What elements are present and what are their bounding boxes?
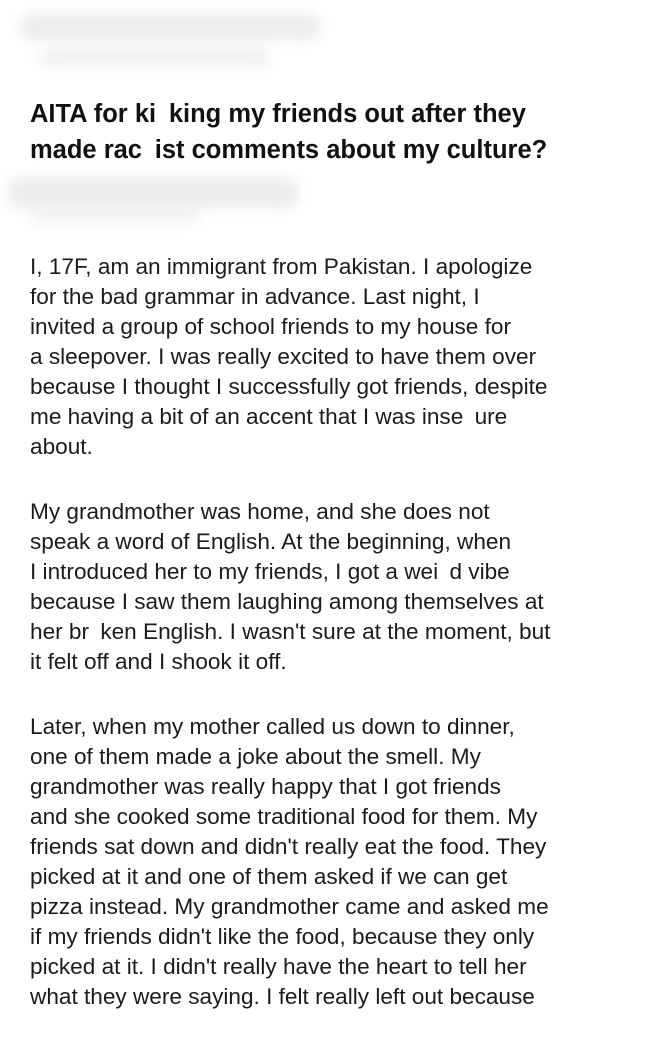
post-paragraph xyxy=(30,252,650,462)
post-title-line: AITA for ki king my friends out after they xyxy=(30,100,526,128)
post-line: I, 17F, am an immigrant from Pakistan. I apologize xyxy=(30,254,533,279)
post-line: for the bad grammar in advance. Last night, I xyxy=(30,284,480,309)
post-title-line: made rac ist comments about my culture? xyxy=(30,136,548,164)
post-line: Later, when my mother called us down to dinner, xyxy=(30,714,515,739)
post-line: because I thought I successfully got friends, despite xyxy=(30,374,548,399)
post-line: it felt off and I shook it off. xyxy=(30,649,287,674)
post-line: picked at it. I didn't really have the heart to tell her xyxy=(30,954,527,979)
post-line: I introduced her to my friends, I got a wei d vibe xyxy=(30,559,510,584)
redacted-header-subline xyxy=(40,48,270,66)
post-body xyxy=(30,252,650,1047)
post-line: one of them made a joke about the smell. My xyxy=(30,744,481,769)
post-title xyxy=(30,96,630,168)
post-paragraph xyxy=(30,712,650,1012)
post-line: me having a bit of an accent that I was inse ure xyxy=(30,404,508,429)
post-line: and she cooked some traditional food for them. My xyxy=(30,804,538,829)
redacted-byline xyxy=(8,178,298,208)
post-line: her br ken English. I wasn't sure at the moment, but xyxy=(30,619,551,644)
post-line: grandmother was really happy that I got friends xyxy=(30,774,501,799)
post-line: if my friends didn't like the food, because they only xyxy=(30,924,535,949)
redacted-byline-subline xyxy=(30,208,200,224)
redacted-header xyxy=(20,14,320,40)
post-line: about. xyxy=(30,434,93,459)
post-line: pizza instead. My grandmother came and asked me xyxy=(30,894,549,919)
post-line: invited a group of school friends to my house for xyxy=(30,314,512,339)
post-line: picked at it and one of them asked if we can get xyxy=(30,864,508,889)
post-line: because I saw them laughing among themselves at xyxy=(30,589,544,614)
post-line: what they were saying. I felt really left out because xyxy=(30,984,535,1009)
post-line: My grandmother was home, and she does not xyxy=(30,499,490,524)
post-line: speak a word of English. At the beginning, when xyxy=(30,529,512,554)
post-paragraph xyxy=(30,497,650,677)
post-line: a sleepover. I was really excited to have them over xyxy=(30,344,537,369)
post-line: friends sat down and didn't really eat the food. They xyxy=(30,834,547,859)
